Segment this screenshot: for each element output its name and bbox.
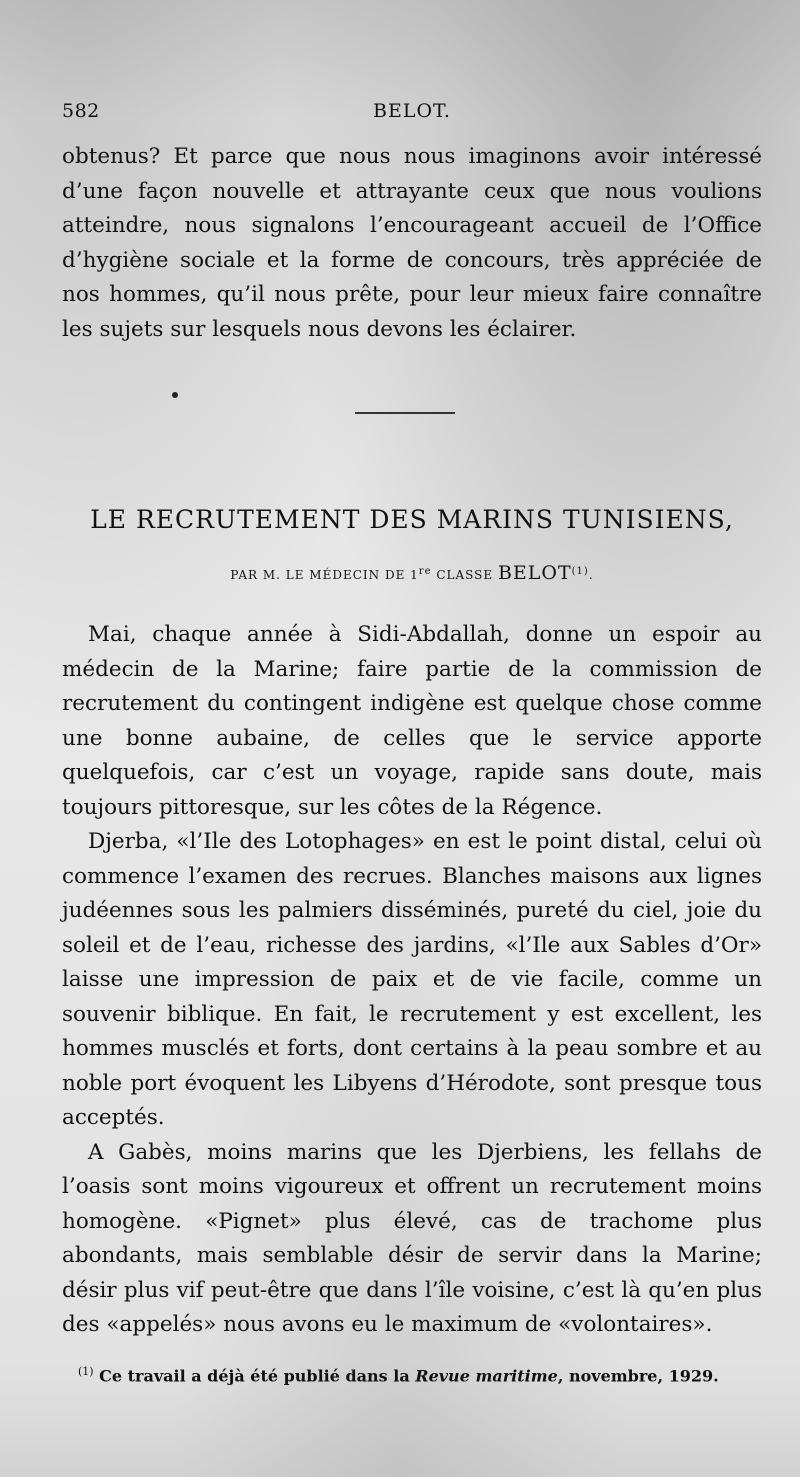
footnote-text-after: , novembre, 1929. [557,1366,719,1386]
byline-author: BELOT [497,562,572,584]
article-byline [62,562,762,584]
article-title: LE RECRUTEMENT DES MARINS TUNISIENS, [90,505,734,534]
byline-suffix: CLASSE [431,568,498,582]
footnote-marker: (1) [78,1365,94,1378]
article-body [62,618,762,1343]
body-paragraph: A Gabès, moins marins que les Djerbiens, les fellahs de l’oasis sont moins vigoureux et offrent un recrutement moins homogène. «Pignet» plus élevé, cas de trachome plus abondants, mais semblable désir de servir dans la Marine; désir plus vif peut-être que dans l’île voisine, c’est là qu’en plus des «appelés» nous avons eu le maximum de «volontaires». [62,1139,762,1337]
section-divider [355,412,455,414]
byline-prefix: PAR M. LE MÉDECIN DE 1 [230,568,419,582]
page-header [62,100,762,130]
footnote-journal: Revue maritime [415,1366,558,1386]
ornament-dot [172,392,178,398]
byline-end: . [588,568,594,582]
footnote-text-before: Ce travail a déjà été publié dans la [93,1366,416,1386]
byline-superscript: re [418,566,432,577]
footnote [78,1360,768,1388]
page-number: 582 [62,100,100,122]
byline-footnote-marker: (1) [571,566,589,577]
body-paragraph: Djerba, «l’Ile des Lotophages» en est le point distal, celui où commence l’examen des recrues. Blanches maisons aux lignes judéennes sous les palmiers disséminés, pureté du ciel, joie du soleil et de l’eau, richesse des jardins, «l’Ile aux Sables d’Or» laisse une impression de paix et de vie facile, comme un souvenir biblique. En fait, le recrutement y est excellent, les hommes musclés et forts, dont certains à la peau sombre et au noble port évoquent les Libyens d’Hérodote, sont presque tous acceptés. [62,829,762,1130]
running-head: BELOT. [373,100,451,122]
body-paragraph: Mai, chaque année à Sidi-Abdallah, donne un espoir au médecin de la Marine; faire partie de la commission de recrutement du contingent indigène est quelque chose comme une bonne aubaine, de celles que le service apporte quelquefois, car c’est un voyage, rapide sans doute, mais toujours pittoresque, sur les côtes de la Régence. [62,622,762,820]
intro-paragraph: obtenus? Et parce que nous nous imaginons avoir intéressé d’une façon nouvelle et attrayante ceux que nous voulions atteindre, nous signalons l’encourageant accueil de l’Office d’hygiène sociale et la forme de concours, très appréciée de nos hommes, qu’il nous prête, pour leur mieux faire connaître les sujets sur lesquels nous devons les éclairer. [62,144,762,342]
intro-text [62,140,762,347]
